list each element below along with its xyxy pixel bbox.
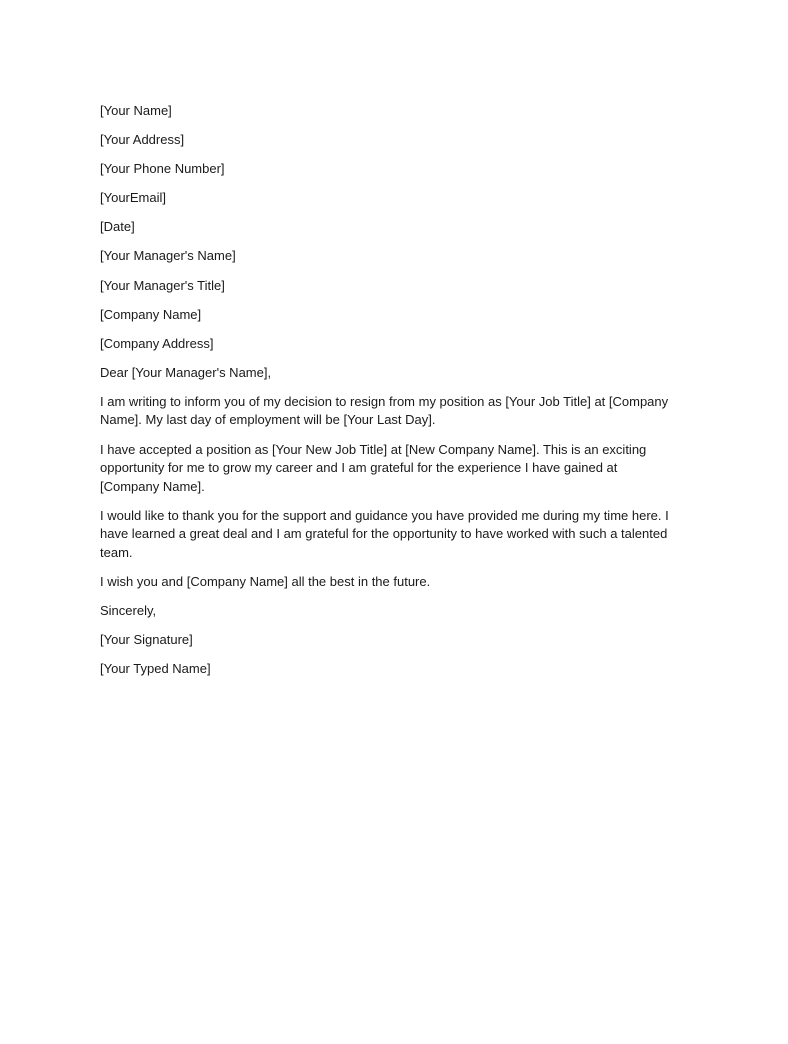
paragraph-wishes: I wish you and [Company Name] all the best in the future. — [100, 573, 431, 589]
salutation: Dear [Your Manager's Name], — [100, 364, 272, 380]
sender-email: [YourEmail] — [100, 190, 166, 206]
paragraph-resignation: I am writing to inform you of my decision to resign from my position as [Your Job Title] at [Company Name]. My last day of employment will be [Your Last Day]. — [100, 393, 669, 428]
typed-name: [Your Typed Name] — [100, 661, 211, 676]
paragraph-new-position: I have accepted a position as [Your New Job Title] at [New Company Name]. This is an exciting opportunity for me to grow my career and I am grateful for the experience I have gained at [Company Name]. — [100, 441, 647, 494]
sender-name: [Your Name] — [100, 103, 172, 118]
paragraph-thanks: I would like to thank you for the support and guidance you have provided me during my time here. I have learned a great deal and I am grateful for the opportunity to have worked with such a talented team. — [100, 507, 669, 560]
manager-title: [Your Manager's Title] — [100, 277, 225, 293]
company-name: [Company Name] — [100, 306, 202, 322]
manager-name: [Your Manager's Name] — [100, 248, 236, 264]
letter-body — [100, 102, 670, 689]
sender-phone: [Your Phone Number] — [100, 161, 225, 177]
signature: [Your Signature] — [100, 631, 193, 647]
letter-date: [Date] — [100, 219, 135, 235]
sender-address: [Your Address] — [100, 132, 185, 148]
closing: Sincerely, — [100, 602, 157, 618]
company-address: [Company Address] — [100, 335, 214, 351]
